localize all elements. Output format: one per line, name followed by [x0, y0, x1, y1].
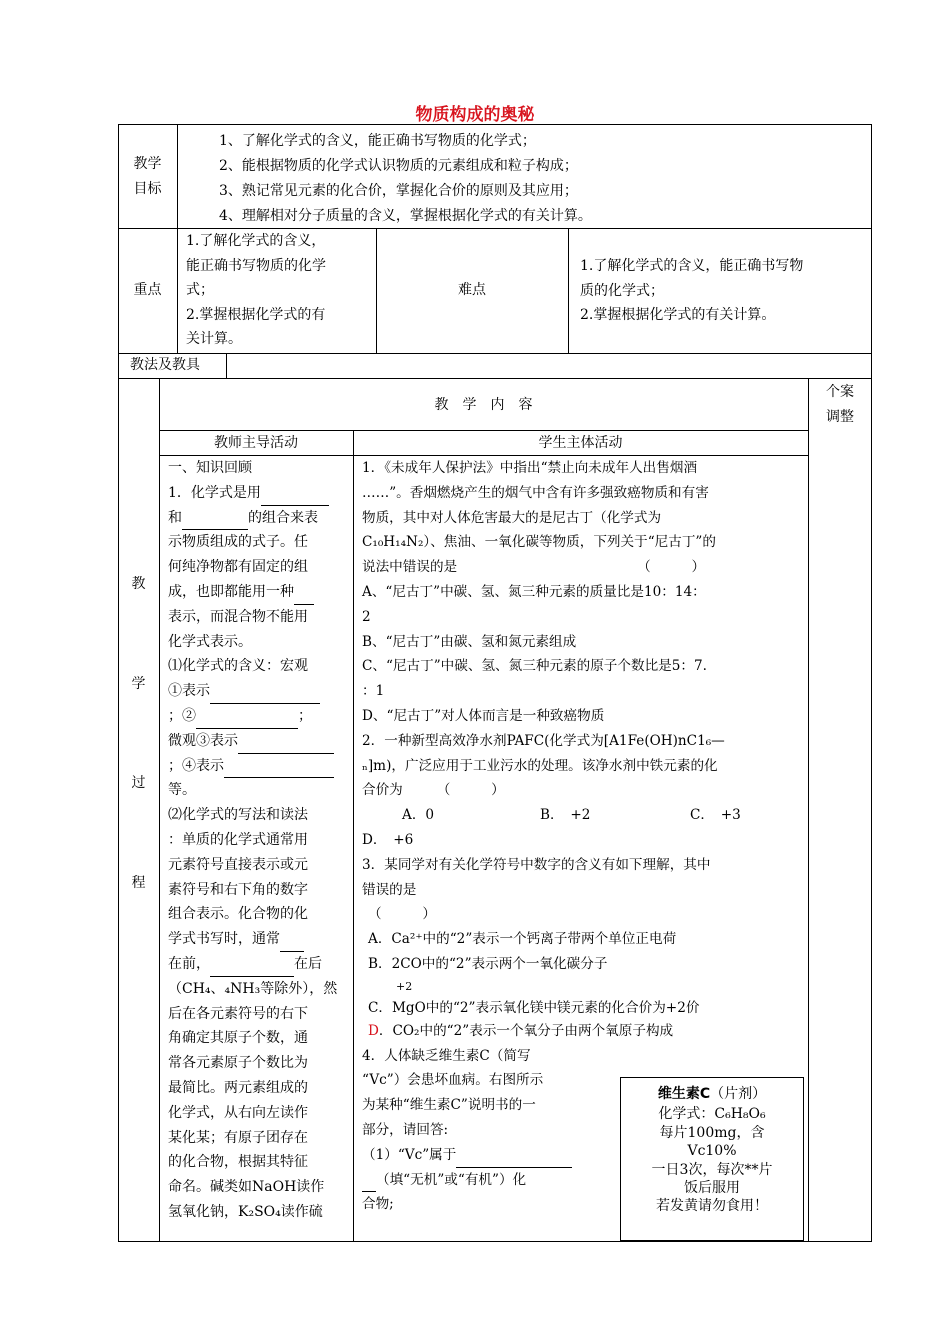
methods-label: 教法及教具	[130, 357, 200, 373]
goal-item: 3、熟记常见元素的化合价，掌握化合价的原则及其应用；	[219, 183, 578, 199]
col-divider-teacher-student	[353, 430, 354, 1242]
row-divider-methods	[118, 378, 872, 379]
process-side-char: 学	[131, 676, 146, 692]
difficulties-text: 1.了解化学式的含义，能正确书写物 质的化学式； 2.掌握根据化学式的有关计算。	[580, 258, 804, 324]
goal-item: 1、了解化学式的含义，能正确书写物质的化学式；	[219, 133, 536, 149]
col-divider-goals	[177, 124, 178, 353]
student-header: 学生主体活动	[538, 435, 623, 451]
goals-label: 教学 目标	[133, 156, 162, 197]
question-4: 4．人体缺乏维生素C（简写 “Vc”）会患坏血病。右图所示 为某种“维生素C”说明书的一 部分，请回答: （1）“Vc”属于 （填“无机”或“有机”）化 合物;	[362, 1044, 804, 1218]
page-title: 物质构成的奥秘	[415, 105, 535, 125]
adjust-header: 个案 调整	[826, 384, 854, 425]
question-1: 1．《未成年人保护法》中指出“禁止向未成年人出售烟酒 ……”。香烟燃烧产生的烟气中含有许多强致癌物质和有害 物质，其中对人体危害最大的是尼古丁（化学式为 C₁₀H₁₄N₂）、焦油、一氧化碳等物质，下列关于“尼古丁”的 说法中错误的是 （ ） A、“尼古丁”中碳、氢、氮三种元素的质量比是10：14： 2 B、“尼古丁”由碳、氢和氮元素组成 C、“尼古丁”中碳、氢、氮三种元素的原子个数比是5：7. ：1 D、“尼古丁”对人体而言是一种致癌物质	[362, 460, 716, 724]
col-divider-process-side	[159, 378, 160, 1242]
key-points-text: 1.了解化学式的含义， 能正确书写物质的化学 式； 2.掌握根据化学式的有 关计算。	[186, 233, 326, 348]
content-header: 教 学 内 容	[434, 397, 533, 413]
col-divider-adjust	[808, 378, 809, 1242]
col-divider-keypoints-2	[568, 228, 569, 353]
key-points-label: 重点	[133, 282, 162, 298]
goals-list	[219, 129, 864, 229]
process-side-char: 过	[131, 775, 146, 791]
col-divider-methods	[226, 353, 227, 378]
difficulties-label: 难点	[458, 282, 486, 298]
goal-item: 4、理解相对分子质量的含义，掌握根据化学式的有关计算。	[219, 208, 592, 224]
question-3: 3．某同学对有关化学符号中数字的含义有如下理解，其中 错误的是 （ ） A．Ca²⁺中的“2”表示一个钙离子带两个单位正电荷 B．2CO中的“2”表示两个一氧化碳分子 +2 C．MgO中的“2”表示氧化镁中镁元素的化合价为+2价 D．CO₂中的“2”表示一个氧分子由两个氧原子构成	[362, 856, 711, 1039]
row-divider-keypoints	[118, 353, 872, 354]
teacher-activity: 一、知识回顾 1．化学式是用 和 的组合来表 示物质组成的式子。任 何纯净物都有固定的组 成，也即都能用一种 表示，而混合物不能用 化学式表示。 ⑴化学式的含义：宏观 ①表示 ；② ； 微观③表示 ；④表示 等。 ⑵化学式的写法和读法 ：单质的化学式通常用 元素符号直接表示或元 素符号和右下角的数字 组合表示。化合物的化 学式书写时，通常 在前， 在后 （CH₄、₄NH₃等除外），然 后在各元素符号的右下 角确定其原子个数，通 常各元素原子个数比为 最简比。两元素组成的 化学式，从右向左读作 某化某；有原子团存在 的化合物，根据其特征 命名。碱类如NaOH读作 氢氧化钠，K₂SO₄读作硫	[168, 460, 338, 1220]
process-side-char: 教	[131, 576, 146, 592]
goal-item: 2、能根据物质的化学式认识物质的元素组成和粒子构成；	[219, 158, 578, 174]
process-side-char: 程	[131, 875, 146, 891]
teacher-header: 教师主导活动	[214, 435, 298, 451]
question-2: 2．一种新型高效净水剂PAFC(化学式为[A1Fe(OH)nC1₆— ₙ]m)，广泛应用于工业污水的处理。该净水剂中铁元素的化 合价为 （ ） A．0 B． +2 C． +3 D． +6	[362, 732, 741, 848]
vitamin-c-label: 维生素C（片剂） 化学式：C₆H₈O₆ 每片100mg，含 Vc10% 一日3次，每次**片 饭后服用 若发黄请勿食用！	[620, 1077, 804, 1241]
